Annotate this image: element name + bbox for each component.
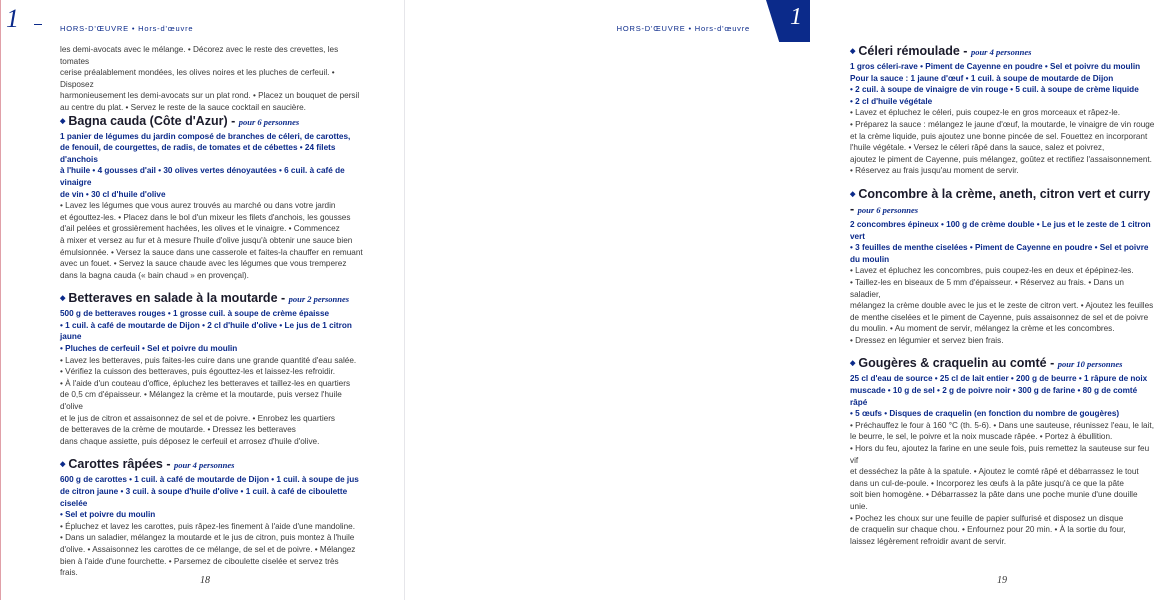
step-line: bien à l'aide d'une fourchette. • Parsemez de ciboulette ciselée et servez très	[60, 556, 339, 566]
diamond-bullet-icon: ◆	[850, 190, 856, 198]
recipe-name: Gougères & craquelin au comté	[858, 356, 1047, 371]
step-line: mélangez la crème double avec le jus et le zeste de citron vert. • Ajoutez les feuilles	[850, 301, 1154, 311]
intro-line: cerise préalablement mondées, les olives noires et les pluches de cerfeuil. • Disposez	[60, 68, 335, 89]
chapter-rule	[34, 24, 42, 25]
recipe-block	[850, 44, 1156, 177]
ingredient-line: 25 cl d'eau de source • 25 cl de lait entier • 200 g de beurre • 1 râpure de noix	[850, 374, 1148, 384]
ingredient-line: à l'huile • 4 gousses d'ail • 30 olives vertes dénoyautées • 6 cuil. à café de vinaigre	[60, 166, 345, 187]
step-line: émulsionnée. • Versez la sauce dans une casserole et faites-la chauffer en remuant	[60, 247, 363, 257]
recipe-title: ◆ Concombre à la crème, aneth, citron vert et curry - pour 6 personnes	[850, 186, 1151, 216]
step-line: • Vérifiez la cuisson des betteraves, puis égouttez-les et laissez-les refroidir.	[60, 367, 336, 377]
step-line: et desséchez la pâte à la spatule. • Ajoutez le comté râpé et débarrassez le tout	[850, 467, 1139, 477]
ingredient-line: muscade • 10 g de sel • 2 g de poivre noir • 300 g de farine • 80 g de comté râpé	[850, 386, 1138, 407]
diamond-bullet-icon: ◆	[60, 295, 66, 303]
recipe-title: ◆ Céleri rémoulade - pour 4 personnes	[850, 44, 1032, 58]
step-line: de betteraves de la crème de moutarde. • Dressez les betteraves	[60, 425, 296, 435]
step-line: dans la bagna cauda (« bain chaud » en provençal).	[60, 270, 249, 280]
step-line: le beurre, le sel, le poivre et la noix muscade râpée. • Portez à ébullition.	[850, 432, 1113, 442]
page-number-left: 18	[200, 575, 210, 586]
recipe-name: Bagna cauda (Côte d'Azur)	[68, 113, 228, 128]
ingredient-line: de vin • 30 cl d'huile d'olive	[60, 189, 166, 199]
step-line: soit bien homogène. • Débarrassez la pâte dans une poche munie d'une douille unie.	[850, 490, 1138, 511]
recipe-servings: pour 6 personnes	[857, 204, 919, 215]
ingredient-line: • 5 œufs • Disques de craquelin (en fonction du nombre de gougères)	[850, 409, 1120, 419]
step-line: • Réservez au frais jusqu'au moment de servir.	[850, 166, 1019, 176]
step-line: • Pochez les choux sur une feuille de papier sulfurisé et disposez un disque	[850, 513, 1124, 523]
step-line: et le jus de citron et assaisonnez de sel et de poivre. • Enrobez les quartiers	[60, 413, 336, 423]
recipe-block	[60, 457, 366, 578]
ingredient-line: • Sel et poivre du moulin	[60, 510, 156, 520]
step-line: dans chaque assiette, puis déposez le cerfeuil et arrosez d'huile d'olive.	[60, 436, 320, 446]
diamond-bullet-icon: ◆	[850, 360, 856, 368]
recipe-block	[850, 356, 1156, 547]
step-line: et égouttez-les. • Placez dans le bol d'un mixeur les filets d'anchois, les gousses	[60, 212, 351, 222]
step-line: à mixer et versez au fur et à mesure l'huile d'olive jusqu'à obtenir une sauce bien	[60, 235, 353, 245]
ingredient-line: • Pluches de cerfeuil • Sel et poivre du moulin	[60, 344, 238, 354]
chapter-tab	[766, 0, 810, 42]
recipe-servings: pour 4 personnes	[174, 460, 235, 471]
diamond-bullet-icon: ◆	[60, 117, 66, 125]
recipe-block	[850, 187, 1156, 347]
ingredient-line: du moulin	[850, 254, 890, 264]
step-line: • À l'aide d'un couteau d'office, épluchez les betteraves et taillez-les en quartiers	[60, 378, 351, 388]
step-line: • Préchauffez le four à 160 °C (th. 5-6). • Dans une sauteuse, réunissez l'eau, le lait,	[850, 420, 1154, 430]
step-line: et la crème liquide, puis ajoutez une bonne pincée de sel. Fouettez en incorporant	[850, 131, 1148, 141]
ingredient-line: de fenouil, de courgettes, de radis, de tomates et de cébettes • 24 filets d'anchois	[60, 143, 336, 164]
recipe-name: Betteraves en salade à la moutarde	[68, 291, 278, 306]
right-page	[405, 0, 1155, 600]
ingredient-line: • 2 cl d'huile végétale	[850, 96, 933, 106]
recipe-name: Concombre à la crème, aneth, citron vert et curry	[858, 186, 1151, 201]
recipe-servings: pour 6 personnes	[238, 116, 300, 127]
intro-line: les demi-avocats avec le mélange. • Décorez avec le reste des crevettes, les tomates	[60, 45, 339, 66]
step-line: • Lavez les légumes que vous aurez trouvés au marché ou dans votre jardin	[60, 201, 336, 211]
recipe-servings: pour 10 personnes	[1057, 359, 1123, 370]
recipe-block	[60, 114, 366, 282]
step-line: frais.	[60, 568, 78, 578]
step-line: • Dans un saladier, mélangez la moutarde et le jus de citron, puis montez à l'huile	[60, 533, 355, 543]
ingredient-line: 2 concombres épineux • 100 g de crème double • Le jus et le zeste de 1 citron vert	[850, 219, 1151, 241]
ingredient-line: 500 g de betteraves rouges • 1 grosse cuil. à soupe de crème épaisse	[60, 309, 330, 319]
ingredient-line: Pour la sauce : 1 jaune d'œuf • 1 cuil. à soupe de moutarde de Dijon	[850, 73, 1114, 83]
step-line: d'ail pelées et grossièrement hachées, les olives et le vinaigre. • Commencez	[60, 224, 340, 234]
ingredient-line: de citron jaune • 3 cuil. à soupe d'huile d'olive • 1 cuil. à café de ciboulette ciselée	[60, 487, 348, 508]
ingredient-line: 1 panier de légumes du jardin composé de branches de céleri, de carottes,	[60, 131, 351, 141]
recipe-name: Carottes râpées	[68, 457, 163, 472]
step-line: de craquelin sur chaque chou. • Enfournez pour 20 min. • À la sortie du four,	[850, 525, 1126, 535]
right-page-content	[850, 44, 1156, 557]
step-line: de menthe ciselées et le piment de Cayenne, puis assaisonnez de sel et de poivre	[850, 312, 1149, 322]
step-line: • Taillez-les en biseaux de 5 mm d'épaisseur. • Réservez au frais. • Dans un saladier,	[850, 277, 1124, 299]
step-line: de 0,5 cm d'épaisseur. • Mélangez la crème et la moutarde, puis versez l'huile d'olive	[60, 390, 342, 412]
step-line: • Lavez les betteraves, puis faites-les cuire dans une grande quantité d'eau salée.	[60, 355, 357, 365]
running-header-left: HORS-D'ŒUVRE • Hors-d'œuvre	[60, 24, 194, 33]
chapter-number-right: 1	[790, 4, 802, 30]
step-line: • Épluchez et lavez les carottes, puis râpez-les finement à l'aide d'une mandoline.	[60, 521, 355, 531]
intro-line: au centre du plat. • Servez le reste de la sauce cocktail en saucière.	[60, 102, 306, 112]
step-line: d'olive. • Assaisonnez les carottes de ce mélange, de sel et de poivre. • Mélangez	[60, 544, 356, 554]
diamond-bullet-icon: ◆	[850, 48, 856, 55]
step-line: • Hors du feu, ajoutez la farine en une seule fois, puis remettez la sauteuse sur feu vif	[850, 444, 1150, 465]
ingredient-line: • 1 cuil. à café de moutarde de Dijon • 2 cl d'huile d'olive • Le jus de 1 citron jaune	[60, 320, 352, 342]
step-line: • Préparez la sauce : mélangez le jaune d'œuf, la moutarde, le vinaigre de vin rouge	[850, 119, 1155, 129]
ingredient-line: 1 gros céleri-rave • Piment de Cayenne en poudre • Sel et poivre du moulin	[850, 62, 1141, 71]
intro-paragraph	[60, 44, 366, 114]
chapter-number-left: 1	[6, 4, 19, 33]
diamond-bullet-icon: ◆	[60, 461, 66, 469]
recipe-title: ◆ Betteraves en salade à la moutarde - pour 2 personnes	[60, 291, 350, 306]
recipe-title: ◆ Gougères & craquelin au comté - pour 10 personnes	[850, 356, 1123, 371]
recipe-servings: pour 4 personnes	[970, 47, 1032, 57]
step-line: dans un cul-de-poule. • Incorporez les œufs à la pâte jusqu'à ce que la pâte	[850, 478, 1124, 488]
intro-line: harmonieusement les demi-avocats sur un plat rond. • Placez un bouquet de persil	[60, 91, 360, 101]
step-line: • Dressez en légumier et servez bien frais.	[850, 335, 1004, 345]
step-line: • Lavez et épluchez le céleri, puis coupez-le en gros morceaux et râpez-le.	[850, 108, 1121, 118]
step-line: laissez légèrement refroidir avant de servir.	[850, 536, 1007, 546]
step-line: du moulin. • Au moment de servir, mélangez la crème et les concombres.	[850, 324, 1115, 334]
recipe-name: Céleri rémoulade	[858, 44, 960, 58]
step-line: avec un fouet. • Servez la sauce chaude avec les légumes que vous tremperez	[60, 259, 347, 269]
left-page	[0, 0, 405, 600]
recipe-block	[60, 291, 366, 447]
step-line: l'huile végétale. • Versez le céleri râpé dans la sauce, salez et poivrez,	[850, 143, 1105, 153]
recipe-title: ◆ Bagna cauda (Côte d'Azur) - pour 6 personnes	[60, 113, 300, 128]
running-header-right: HORS-D'ŒUVRE • Hors-d'œuvre	[616, 24, 750, 33]
page-number-right: 19	[997, 575, 1007, 586]
page-edge-line	[0, 0, 1, 600]
left-page-content	[60, 44, 366, 589]
ingredient-line: • 3 feuilles de menthe ciselées • Piment de Cayenne en poudre • Sel et poivre	[850, 243, 1149, 253]
ingredient-line: • 2 cuil. à soupe de vinaigre de vin rouge • 5 cuil. à soupe de crème liquide	[850, 85, 1139, 95]
recipe-servings: pour 2 personnes	[288, 294, 350, 305]
step-line: ajoutez le piment de Cayenne, puis mélangez, goûtez et rectifiez l'assaisonnement.	[850, 154, 1152, 164]
recipe-title: ◆ Carottes râpées - pour 4 personnes	[60, 457, 235, 472]
ingredient-line: 600 g de carottes • 1 cuil. à café de moutarde de Dijon • 1 cuil. à soupe de jus	[60, 475, 359, 485]
step-line: • Lavez et épluchez les concombres, puis coupez-les en deux et épépinez-les.	[850, 266, 1134, 276]
